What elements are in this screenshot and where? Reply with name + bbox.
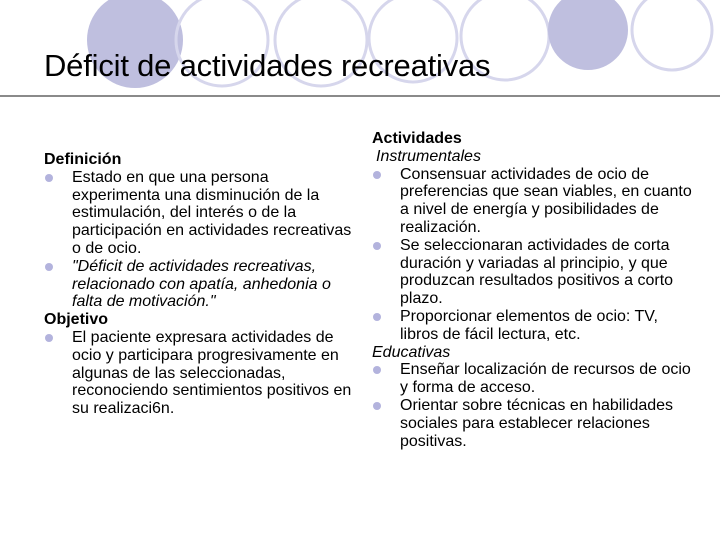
circle-bullet-icon [45, 174, 53, 182]
right-column [372, 130, 692, 450]
list-item [372, 361, 692, 397]
list-item-text: Orientar sobre técnicas en habilidades sociales para establecer relaciones positivas. [400, 396, 674, 450]
circle-bullet-icon [373, 242, 381, 250]
list-item [372, 397, 692, 450]
list-item-text: Se seleccionaran actividades de corta duración y variadas al principio, y que produzcan resultados positivos a corto plazo. [400, 236, 674, 308]
circle-bullet-icon [373, 313, 381, 321]
list-item-text: Proporcionar elementos de ocio: TV, libros de fácil lectura, etc. [400, 307, 658, 343]
list-item [44, 329, 359, 418]
circle-bullet-icon [45, 334, 53, 342]
list-item-text: El paciente expresara actividades de ocio y participara progresivamente en algunas de las seleccionadas, reconociendo sentimientos positivos en su realizaci6n. [72, 328, 352, 418]
actividades-heading: Actividades [372, 130, 462, 147]
title-divider [0, 95, 720, 97]
circle-bullet-icon [373, 171, 381, 179]
circle-bullet-icon [45, 263, 53, 271]
list-item [44, 169, 359, 258]
left-column [44, 151, 359, 418]
deco-circle [632, 0, 712, 70]
list-item-text: "Déficit de actividades recreativas, relacionado con apatía, anhedonia o falta de motivación." [72, 257, 331, 311]
list-item [372, 308, 692, 344]
instrumentales-label: Instrumentales [376, 147, 481, 165]
definicion-heading: Definición [44, 151, 122, 168]
list-item [372, 166, 692, 237]
circle-bullet-icon [373, 366, 381, 374]
educativas-label: Educativas [372, 343, 451, 361]
list-item [372, 237, 692, 308]
list-item-text: Estado en que una persona experimenta una disminución de la estimulación, del interés o de la participación en actividades recreativas o de ocio. [72, 168, 352, 257]
slide-title: Déficit de actividades recreativas [44, 48, 491, 83]
list-item-text: Consensuar actividades de ocio de preferencias que sean viables, en cuanto a nivel de energía y posibilidades de realización. [400, 165, 692, 236]
circle-bullet-icon [373, 402, 381, 410]
list-item-text: Enseñar localización de recursos de ocio y forma de acceso. [400, 361, 691, 397]
objetivo-heading: Objetivo [44, 311, 109, 329]
deco-circle [548, 0, 628, 70]
list-item [44, 258, 359, 311]
